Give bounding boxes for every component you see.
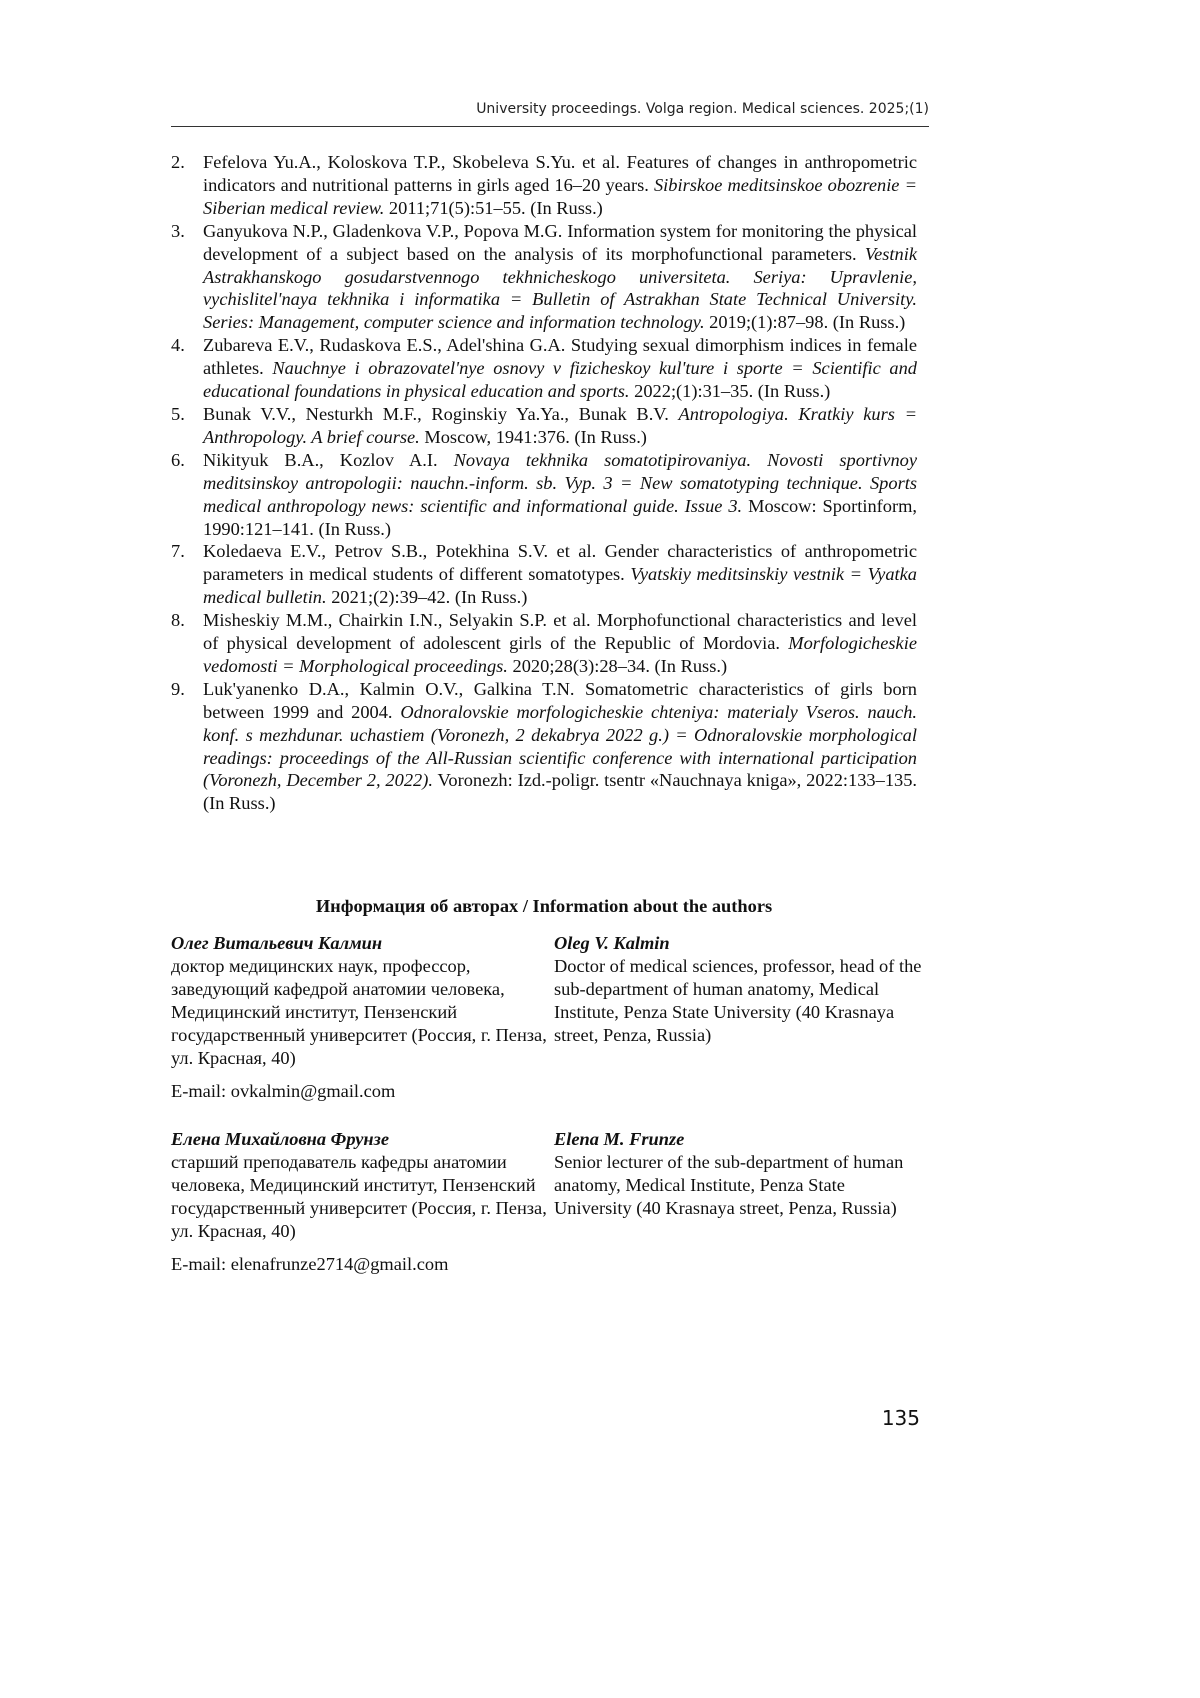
reference-source: Odnoralovskie morfologicheskie chteniya: materialy Vseros. nauch. konf. s mezhdunar. uchastiem (Voronezh, 2 dekabrya 2022 g.) = Odnoralovskie morphological readings: proceedings of the All-Russian scientific conference with international participation (Voronezh, December 2, 2022). bbox=[203, 701, 917, 791]
reference-source: Sibirskoe meditsinskoe obozrenie = Siberian medical review. bbox=[203, 174, 917, 218]
page-number: 135 bbox=[881, 1406, 920, 1430]
author-bio-ru: старший преподаватель кафедры анатомии человека, Медицинский институт, Пензенский государственный университет (Россия, г. Пенза, ул. Красная, 40) bbox=[171, 1152, 547, 1241]
author-email: E-mail: elenafrunze2714@gmail.com bbox=[171, 1254, 449, 1274]
reference-authors: Misheskiy M.M., Chairkin I.N., Selyakin S.P. et al. Morphofunctional characteristics and level of physical development of adolescent girls of the Republic of Mordovia. bbox=[203, 610, 917, 654]
reference-source: Antropologiya. Kratkiy kurs = Anthropology. A brief course. bbox=[203, 403, 917, 447]
reference-item bbox=[171, 678, 917, 815]
reference-details: Voronezh: Izd.-poligr. tsentr «Nauchnaya kniga», 2022:133–135. (In Russ.) bbox=[203, 770, 917, 814]
reference-authors: Zubareva E.V., Rudaskova E.S., Adel'shina G.A. Studying sexual dimorphism indices in female athletes. bbox=[203, 335, 917, 379]
reference-source: Morfologicheskie vedomosti = Morphological proceedings. bbox=[203, 633, 917, 676]
reference-authors: Bunak V.V., Nesturkh M.F., Roginskiy Ya.Ya., Bunak B.V. bbox=[203, 403, 669, 424]
reference-number: 8. bbox=[171, 610, 185, 631]
reference-authors: Nikityuk B.A., Kozlov A.I. bbox=[203, 449, 438, 470]
reference-list bbox=[171, 151, 917, 815]
author-block bbox=[171, 932, 931, 1103]
authors-section-title: Информация об авторах / Information about the authors bbox=[315, 896, 773, 916]
reference-item bbox=[171, 449, 917, 541]
reference-item bbox=[171, 540, 917, 609]
author-email: E-mail: ovkalmin@gmail.com bbox=[171, 1081, 396, 1101]
reference-details: 2011;71(5):51–55. (In Russ.) bbox=[388, 197, 603, 218]
reference-authors: Koledaeva E.V., Petrov S.B., Potekhina S.V. et al. Gender characteristics of anthropometric parameters in medical students of different somatotypes. bbox=[203, 541, 917, 585]
reference-details: 2019;(1):87–98. (In Russ.) bbox=[709, 312, 906, 333]
author-info-ru bbox=[171, 932, 554, 1070]
author-name-ru: Елена Михайловна Фрунзе bbox=[171, 1129, 389, 1149]
reference-authors: Ganyukova N.P., Gladenkova V.P., Popova M.G. Information system for monitoring the physical development of a subject based on the analysis of its morphofunctional parameters. bbox=[203, 220, 917, 264]
reference-number: 7. bbox=[171, 541, 185, 562]
reference-number: 6. bbox=[171, 449, 185, 470]
reference-item bbox=[171, 220, 917, 335]
reference-authors: Luk'yanenko D.A., Kalmin O.V., Galkina T.N. Somatometric characteristics of girls born between 1999 and 2004. bbox=[203, 678, 917, 722]
author-name-ru: Олег Витальевич Калмин bbox=[171, 933, 383, 953]
running-title: University proceedings. Volga region. Medical sciences. 2025;(1) bbox=[476, 101, 929, 117]
reference-number: 4. bbox=[171, 335, 185, 356]
reference-source: Vestnik Astrakhanskogo gosudarstvennogo tekhnicheskogo universiteta. Seriya: Upravlenie, vychislitel'naya tekhnika i informatika = Bulletin of Astrakhan State Technical University. Series: Management, computer science and information technology. bbox=[203, 243, 917, 333]
reference-details: 2022;(1):31–35. (In Russ.) bbox=[634, 381, 831, 402]
header-rule bbox=[171, 126, 929, 127]
author-name-en: Oleg V. Kalmin bbox=[554, 933, 670, 953]
reference-item bbox=[171, 609, 917, 678]
reference-details: Moscow, 1941:376. (In Russ.) bbox=[424, 426, 647, 447]
author-bio-ru: доктор медицинских наук, профессор, заведующий кафедрой анатомии человека, Медицинский институт, Пензенский государственный университет (Россия, г. Пенза, ул. Красная, 40) bbox=[171, 956, 547, 1068]
reference-item bbox=[171, 334, 917, 403]
author-bio-en: Doctor of medical sciences, professor, head of the sub-department of human anatomy, Medical Institute, Penza State University (40 Krasnaya street, Penza, Russia) bbox=[554, 956, 922, 1045]
author-block bbox=[171, 1128, 931, 1276]
reference-source: Novaya tekhnika somatotipirovaniya. Novosti sportivnoy meditsinskoy antropologii: nauchn.-inform. sb. Vyp. 3 = New somatotyping technique. Sports medical anthropology news: scientific and informational guide. Issue 3. bbox=[203, 449, 917, 516]
reference-number: 9. bbox=[171, 678, 185, 699]
author-name-en: Elena M. Frunze bbox=[554, 1129, 685, 1149]
reference-number: 5. bbox=[171, 403, 185, 424]
reference-item bbox=[171, 151, 917, 220]
reference-details: Moscow: Sportinform, 1990:121–141. (In Russ.) bbox=[203, 495, 917, 539]
reference-number: 2. bbox=[171, 152, 185, 172]
reference-item bbox=[171, 403, 917, 449]
reference-source: Vyatskiy meditsinskiy vestnik = Vyatka medical bulletin. bbox=[203, 564, 917, 608]
reference-details: 2020;28(3):28–34. (In Russ.) bbox=[512, 655, 728, 676]
author-info-en bbox=[554, 932, 924, 1070]
reference-details: 2021;(2):39–42. (In Russ.) bbox=[331, 587, 528, 608]
author-info-en bbox=[554, 1128, 924, 1243]
reference-source: Nauchnye i obrazovatel'nye osnovy v fizicheskoy kul'ture i sporte = Scientific and educational foundations in physical education and sports. bbox=[203, 358, 917, 402]
author-bio-en: Senior lecturer of the sub-department of human anatomy, Medical Institute, Penza State University (40 Krasnaya street, Penza, Russia) bbox=[554, 1152, 904, 1218]
author-info-ru bbox=[171, 1128, 554, 1243]
reference-number: 3. bbox=[171, 220, 185, 241]
reference-authors: Fefelova Yu.A., Koloskova T.P., Skobeleva S.Yu. et al. Features of changes in anthropometric indicators and nutritional patterns in girls aged 16–20 years. bbox=[203, 152, 917, 195]
